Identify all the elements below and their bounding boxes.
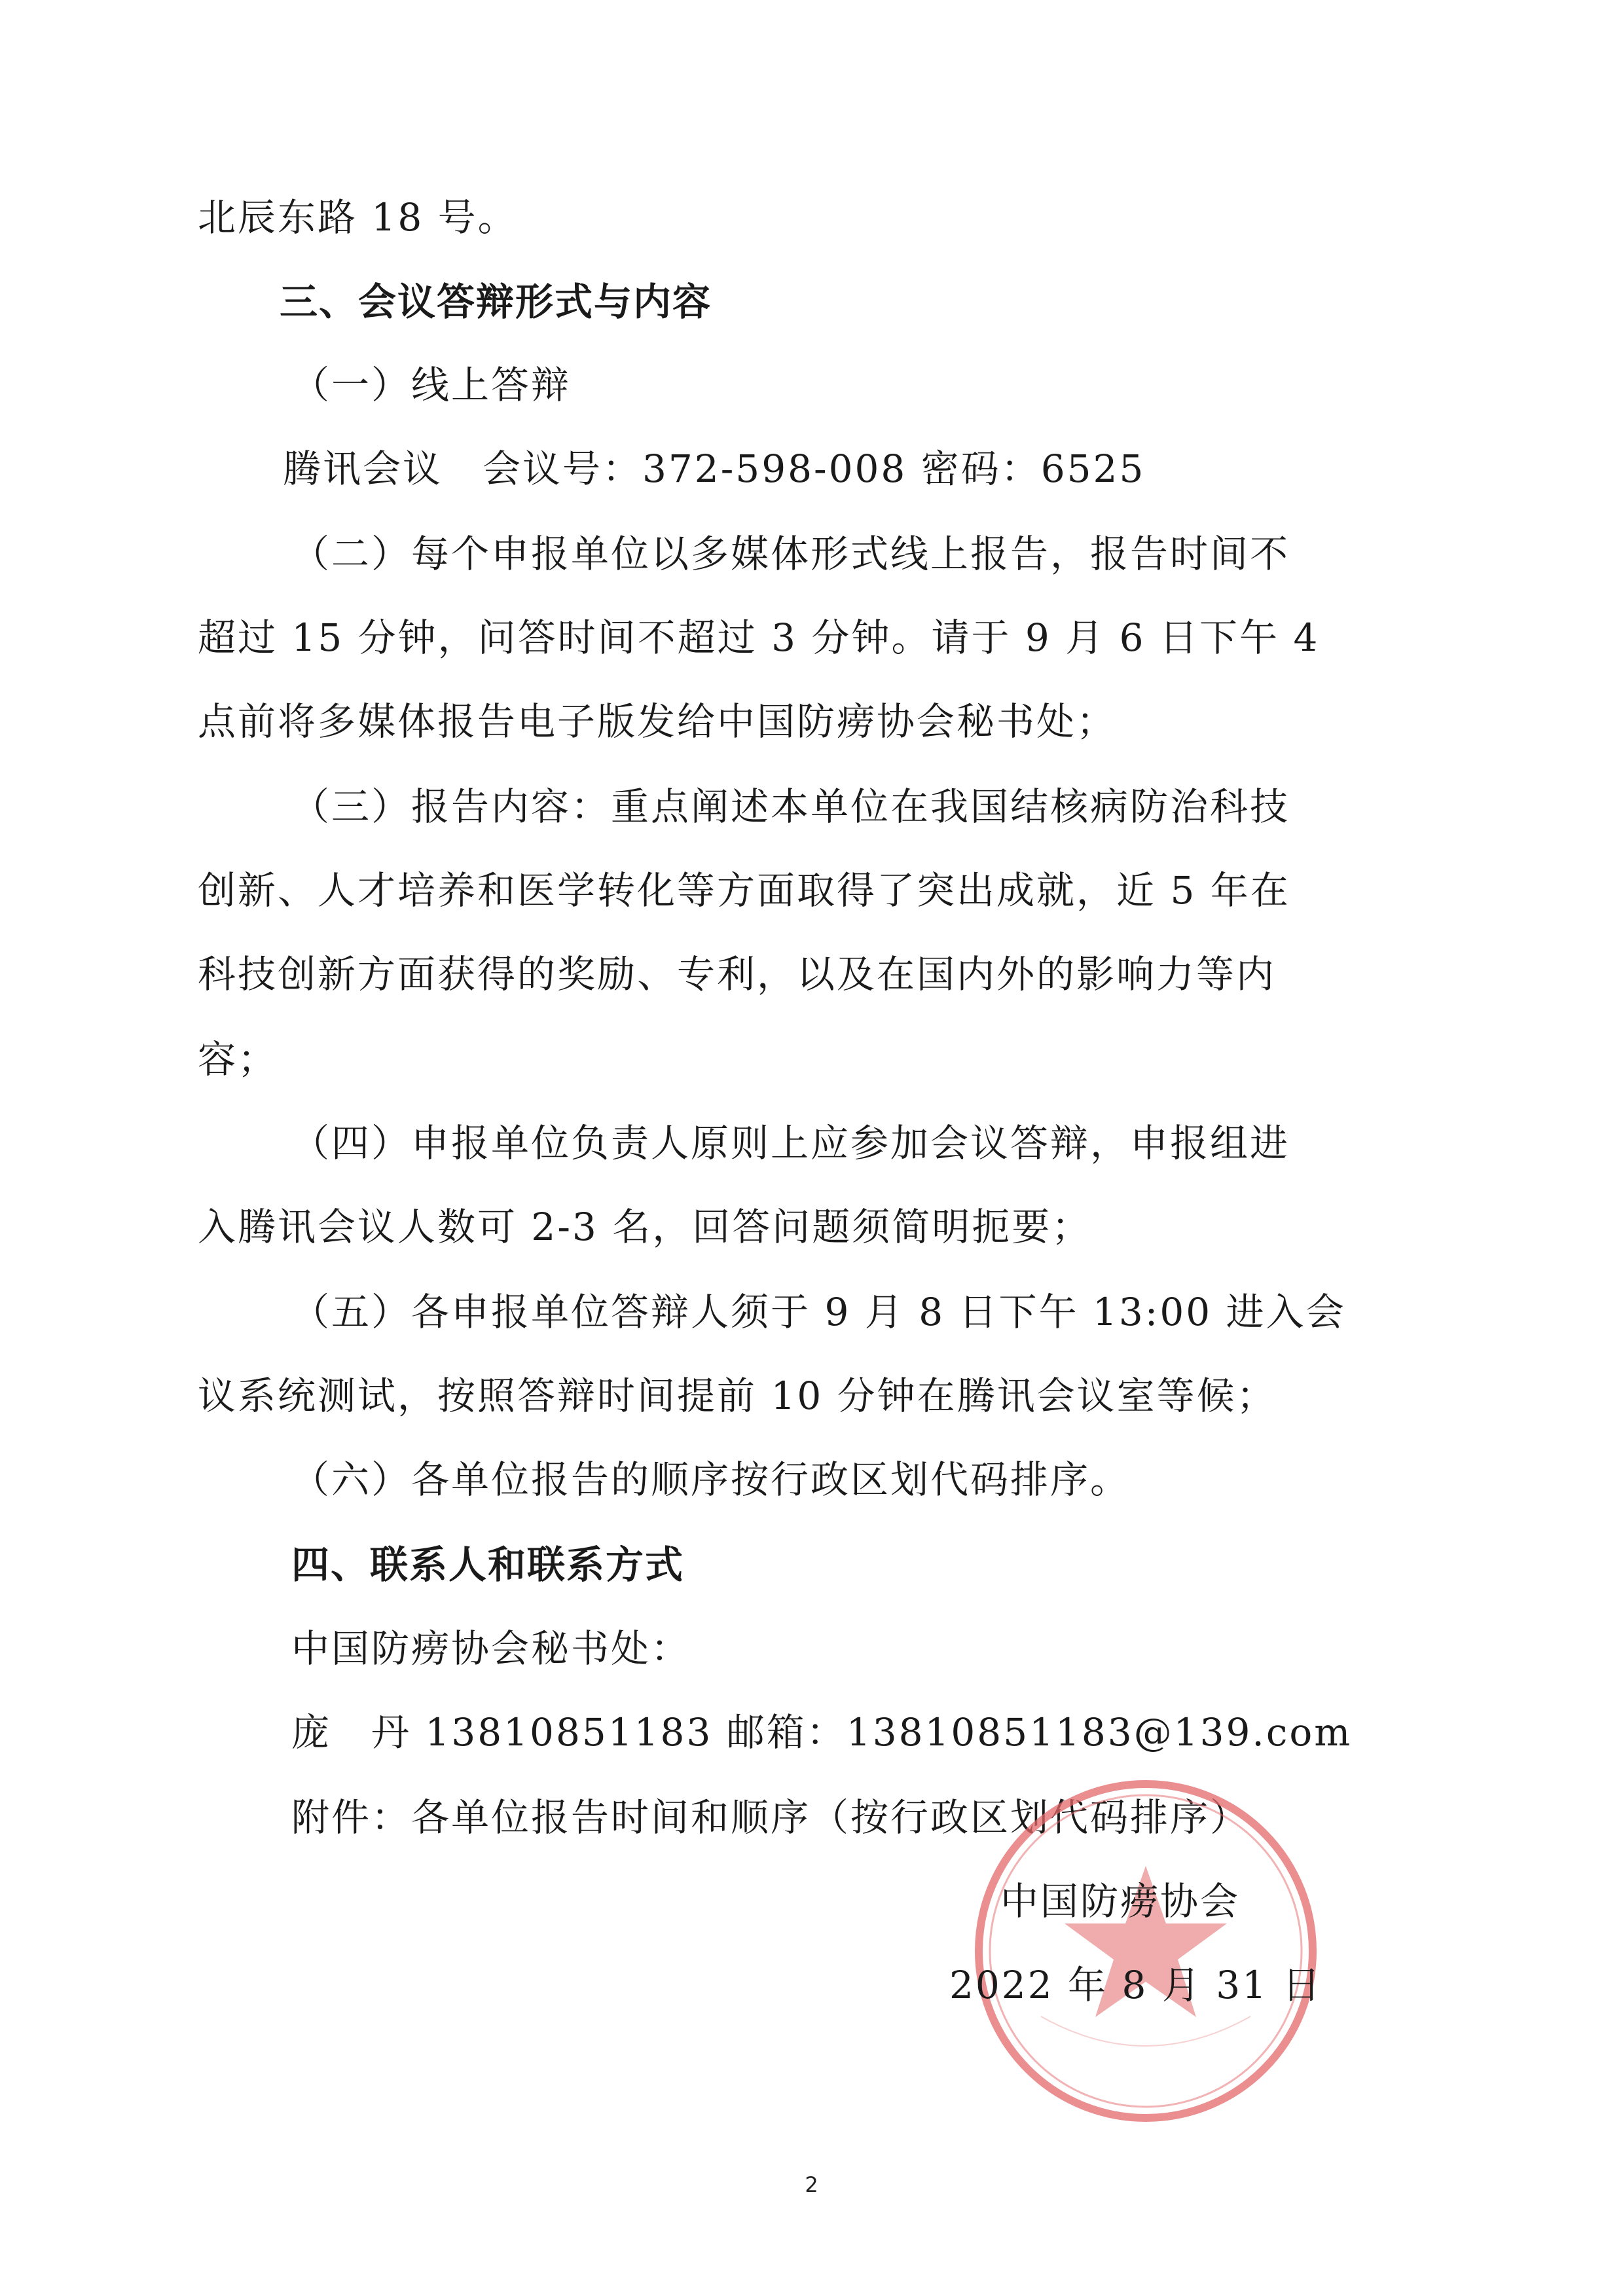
text-line-item-4-b: 入腾讯会议人数可 2-3 名，回答问题须简明扼要； [198, 1205, 1092, 1249]
section-heading-3: 三、会议答辩形式与内容 [280, 280, 712, 324]
text-line-address: 北辰东路 18 号。 [198, 195, 518, 240]
text-line-contact-org: 中国防痨协会秘书处： [291, 1626, 691, 1671]
text-line-item-5-a: （五）各申报单位答辩人须于 9 月 8 日下午 13:00 进入会 [291, 1290, 1346, 1334]
text-line-item-4-a: （四）申报单位负责人原则上应参加会议答辩，申报组进 [291, 1121, 1290, 1165]
text-line-item-2-c: 点前将多媒体报告电子版发给中国防痨协会秘书处； [198, 699, 1117, 744]
official-seal-icon [962, 1768, 1329, 2134]
text-line-item-3-d: 容； [198, 1037, 278, 1082]
text-line-item-2-a: （二）每个申报单位以多媒体形式线上报告，报告时间不 [291, 532, 1290, 576]
text-line-item-2-b: 超过 15 分钟，问答时间不超过 3 分钟。请于 9 月 6 日下午 4 [198, 615, 1320, 660]
signature-org: 中国防痨协会 [1000, 1879, 1241, 1923]
page-number: 2 [805, 2172, 818, 2197]
text-line-item-6: （六）各单位报告的顺序按行政区划代码排序。 [291, 1457, 1131, 1502]
text-line-item-3-b: 创新、人才培养和医学转化等方面取得了突出成就，近 5 年在 [198, 868, 1290, 913]
text-line-item-3-c: 科技创新方面获得的奖励、专利，以及在国内外的影响力等内 [198, 952, 1277, 996]
subheading-online-defense: （一）线上答辩 [291, 363, 572, 407]
signature-date: 2022 年 8 月 31 日 [949, 1963, 1322, 2007]
text-line-attachment: 附件：各单位报告时间和顺序（按行政区划代码排序） [291, 1795, 1250, 1840]
text-line-item-5-b: 议系统测试，按照答辩时间提前 10 分钟在腾讯会议室等候； [198, 1374, 1277, 1418]
text-line-meeting-id: 腾讯会议 会议号：372-598-008 密码：6525 [283, 446, 1146, 491]
text-line-contact-person: 庞 丹 13810851183 邮箱：13810851183@139.com [291, 1710, 1353, 1755]
section-heading-4: 四、联系人和联系方式 [291, 1542, 685, 1587]
text-line-item-3-a: （三）报告内容：重点阐述本单位在我国结核病防治科技 [291, 784, 1290, 829]
